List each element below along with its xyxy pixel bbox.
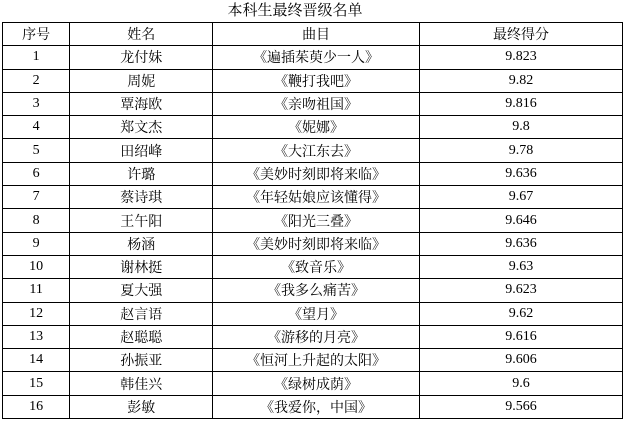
cell-name: 王午阳 bbox=[70, 209, 213, 232]
cell-song: 《大江东去》 bbox=[213, 139, 420, 162]
cell-score: 9.67 bbox=[419, 186, 622, 209]
column-header-song: 曲目 bbox=[213, 23, 420, 46]
cell-score: 9.63 bbox=[419, 255, 622, 278]
cell-name: 覃海欧 bbox=[70, 92, 213, 115]
cell-name: 杨涵 bbox=[70, 232, 213, 255]
table-body bbox=[3, 46, 623, 419]
cell-name: 田绍峰 bbox=[70, 139, 213, 162]
table-row bbox=[3, 349, 623, 372]
cell-score: 9.616 bbox=[419, 325, 622, 348]
cell-song: 《美妙时刻即将来临》 bbox=[213, 162, 420, 185]
cell-index: 1 bbox=[3, 46, 70, 69]
table-row bbox=[3, 162, 623, 185]
cell-name: 郑文杰 bbox=[70, 116, 213, 139]
cell-score: 9.636 bbox=[419, 232, 622, 255]
cell-song: 《恒河上升起的太阳》 bbox=[213, 349, 420, 372]
table-row bbox=[3, 302, 623, 325]
column-header-name: 姓名 bbox=[70, 23, 213, 46]
cell-score: 9.606 bbox=[419, 349, 622, 372]
results-table bbox=[2, 22, 623, 419]
cell-name: 赵言语 bbox=[70, 302, 213, 325]
cell-score: 9.816 bbox=[419, 92, 622, 115]
table-row bbox=[3, 46, 623, 69]
header-row bbox=[3, 23, 623, 46]
cell-song: 《致音乐》 bbox=[213, 255, 420, 278]
table-row bbox=[3, 69, 623, 92]
cell-index: 7 bbox=[3, 186, 70, 209]
cell-score: 9.82 bbox=[419, 69, 622, 92]
table-row bbox=[3, 116, 623, 139]
cell-score: 9.636 bbox=[419, 162, 622, 185]
table-row bbox=[3, 325, 623, 348]
cell-song: 《我爱你，中国》 bbox=[213, 395, 420, 418]
cell-index: 10 bbox=[3, 255, 70, 278]
table-row bbox=[3, 255, 623, 278]
cell-score: 9.646 bbox=[419, 209, 622, 232]
cell-index: 14 bbox=[3, 349, 70, 372]
cell-index: 8 bbox=[3, 209, 70, 232]
cell-score: 9.62 bbox=[419, 302, 622, 325]
cell-name: 许璐 bbox=[70, 162, 213, 185]
cell-index: 9 bbox=[3, 232, 70, 255]
cell-score: 9.8 bbox=[419, 116, 622, 139]
cell-song: 《遍插茱萸少一人》 bbox=[213, 46, 420, 69]
cell-index: 16 bbox=[3, 395, 70, 418]
cell-index: 11 bbox=[3, 279, 70, 302]
cell-name: 龙付妹 bbox=[70, 46, 213, 69]
table-row bbox=[3, 209, 623, 232]
cell-index: 4 bbox=[3, 116, 70, 139]
page-title: 本科生最终晋级名单 bbox=[227, 3, 363, 19]
table-row bbox=[3, 279, 623, 302]
cell-song: 《鞭打我吧》 bbox=[213, 69, 420, 92]
cell-song: 《望月》 bbox=[213, 302, 420, 325]
cell-index: 12 bbox=[3, 302, 70, 325]
cell-song: 《美妙时刻即将来临》 bbox=[213, 232, 420, 255]
cell-song: 《阳光三叠》 bbox=[213, 209, 420, 232]
cell-score: 9.566 bbox=[419, 395, 622, 418]
cell-song: 《年轻姑娘应该懂得》 bbox=[213, 186, 420, 209]
table-row bbox=[3, 92, 623, 115]
cell-song: 《游移的月亮》 bbox=[213, 325, 420, 348]
table-row bbox=[3, 186, 623, 209]
table-row bbox=[3, 232, 623, 255]
cell-name: 彭敏 bbox=[70, 395, 213, 418]
table-row bbox=[3, 395, 623, 418]
cell-name: 韩佳兴 bbox=[70, 372, 213, 395]
cell-score: 9.623 bbox=[419, 279, 622, 302]
column-header-score: 最终得分 bbox=[419, 23, 622, 46]
cell-name: 赵聪聪 bbox=[70, 325, 213, 348]
cell-score: 9.78 bbox=[419, 139, 622, 162]
cell-name: 谢林挺 bbox=[70, 255, 213, 278]
cell-song: 《绿树成荫》 bbox=[213, 372, 420, 395]
cell-index: 6 bbox=[3, 162, 70, 185]
cell-index: 5 bbox=[3, 139, 70, 162]
column-header-index: 序号 bbox=[3, 23, 70, 46]
cell-name: 蔡诗琪 bbox=[70, 186, 213, 209]
cell-score: 9.6 bbox=[419, 372, 622, 395]
cell-song: 《妮娜》 bbox=[213, 116, 420, 139]
cell-song: 《亲吻祖国》 bbox=[213, 92, 420, 115]
cell-score: 9.823 bbox=[419, 46, 622, 69]
cell-index: 13 bbox=[3, 325, 70, 348]
cell-name: 孙振亚 bbox=[70, 349, 213, 372]
cell-song: 《我多么痛苦》 bbox=[213, 279, 420, 302]
cell-name: 周妮 bbox=[70, 69, 213, 92]
cell-index: 15 bbox=[3, 372, 70, 395]
cell-name: 夏大强 bbox=[70, 279, 213, 302]
cell-index: 2 bbox=[3, 69, 70, 92]
cell-index: 3 bbox=[3, 92, 70, 115]
table-row bbox=[3, 372, 623, 395]
table-row bbox=[3, 139, 623, 162]
